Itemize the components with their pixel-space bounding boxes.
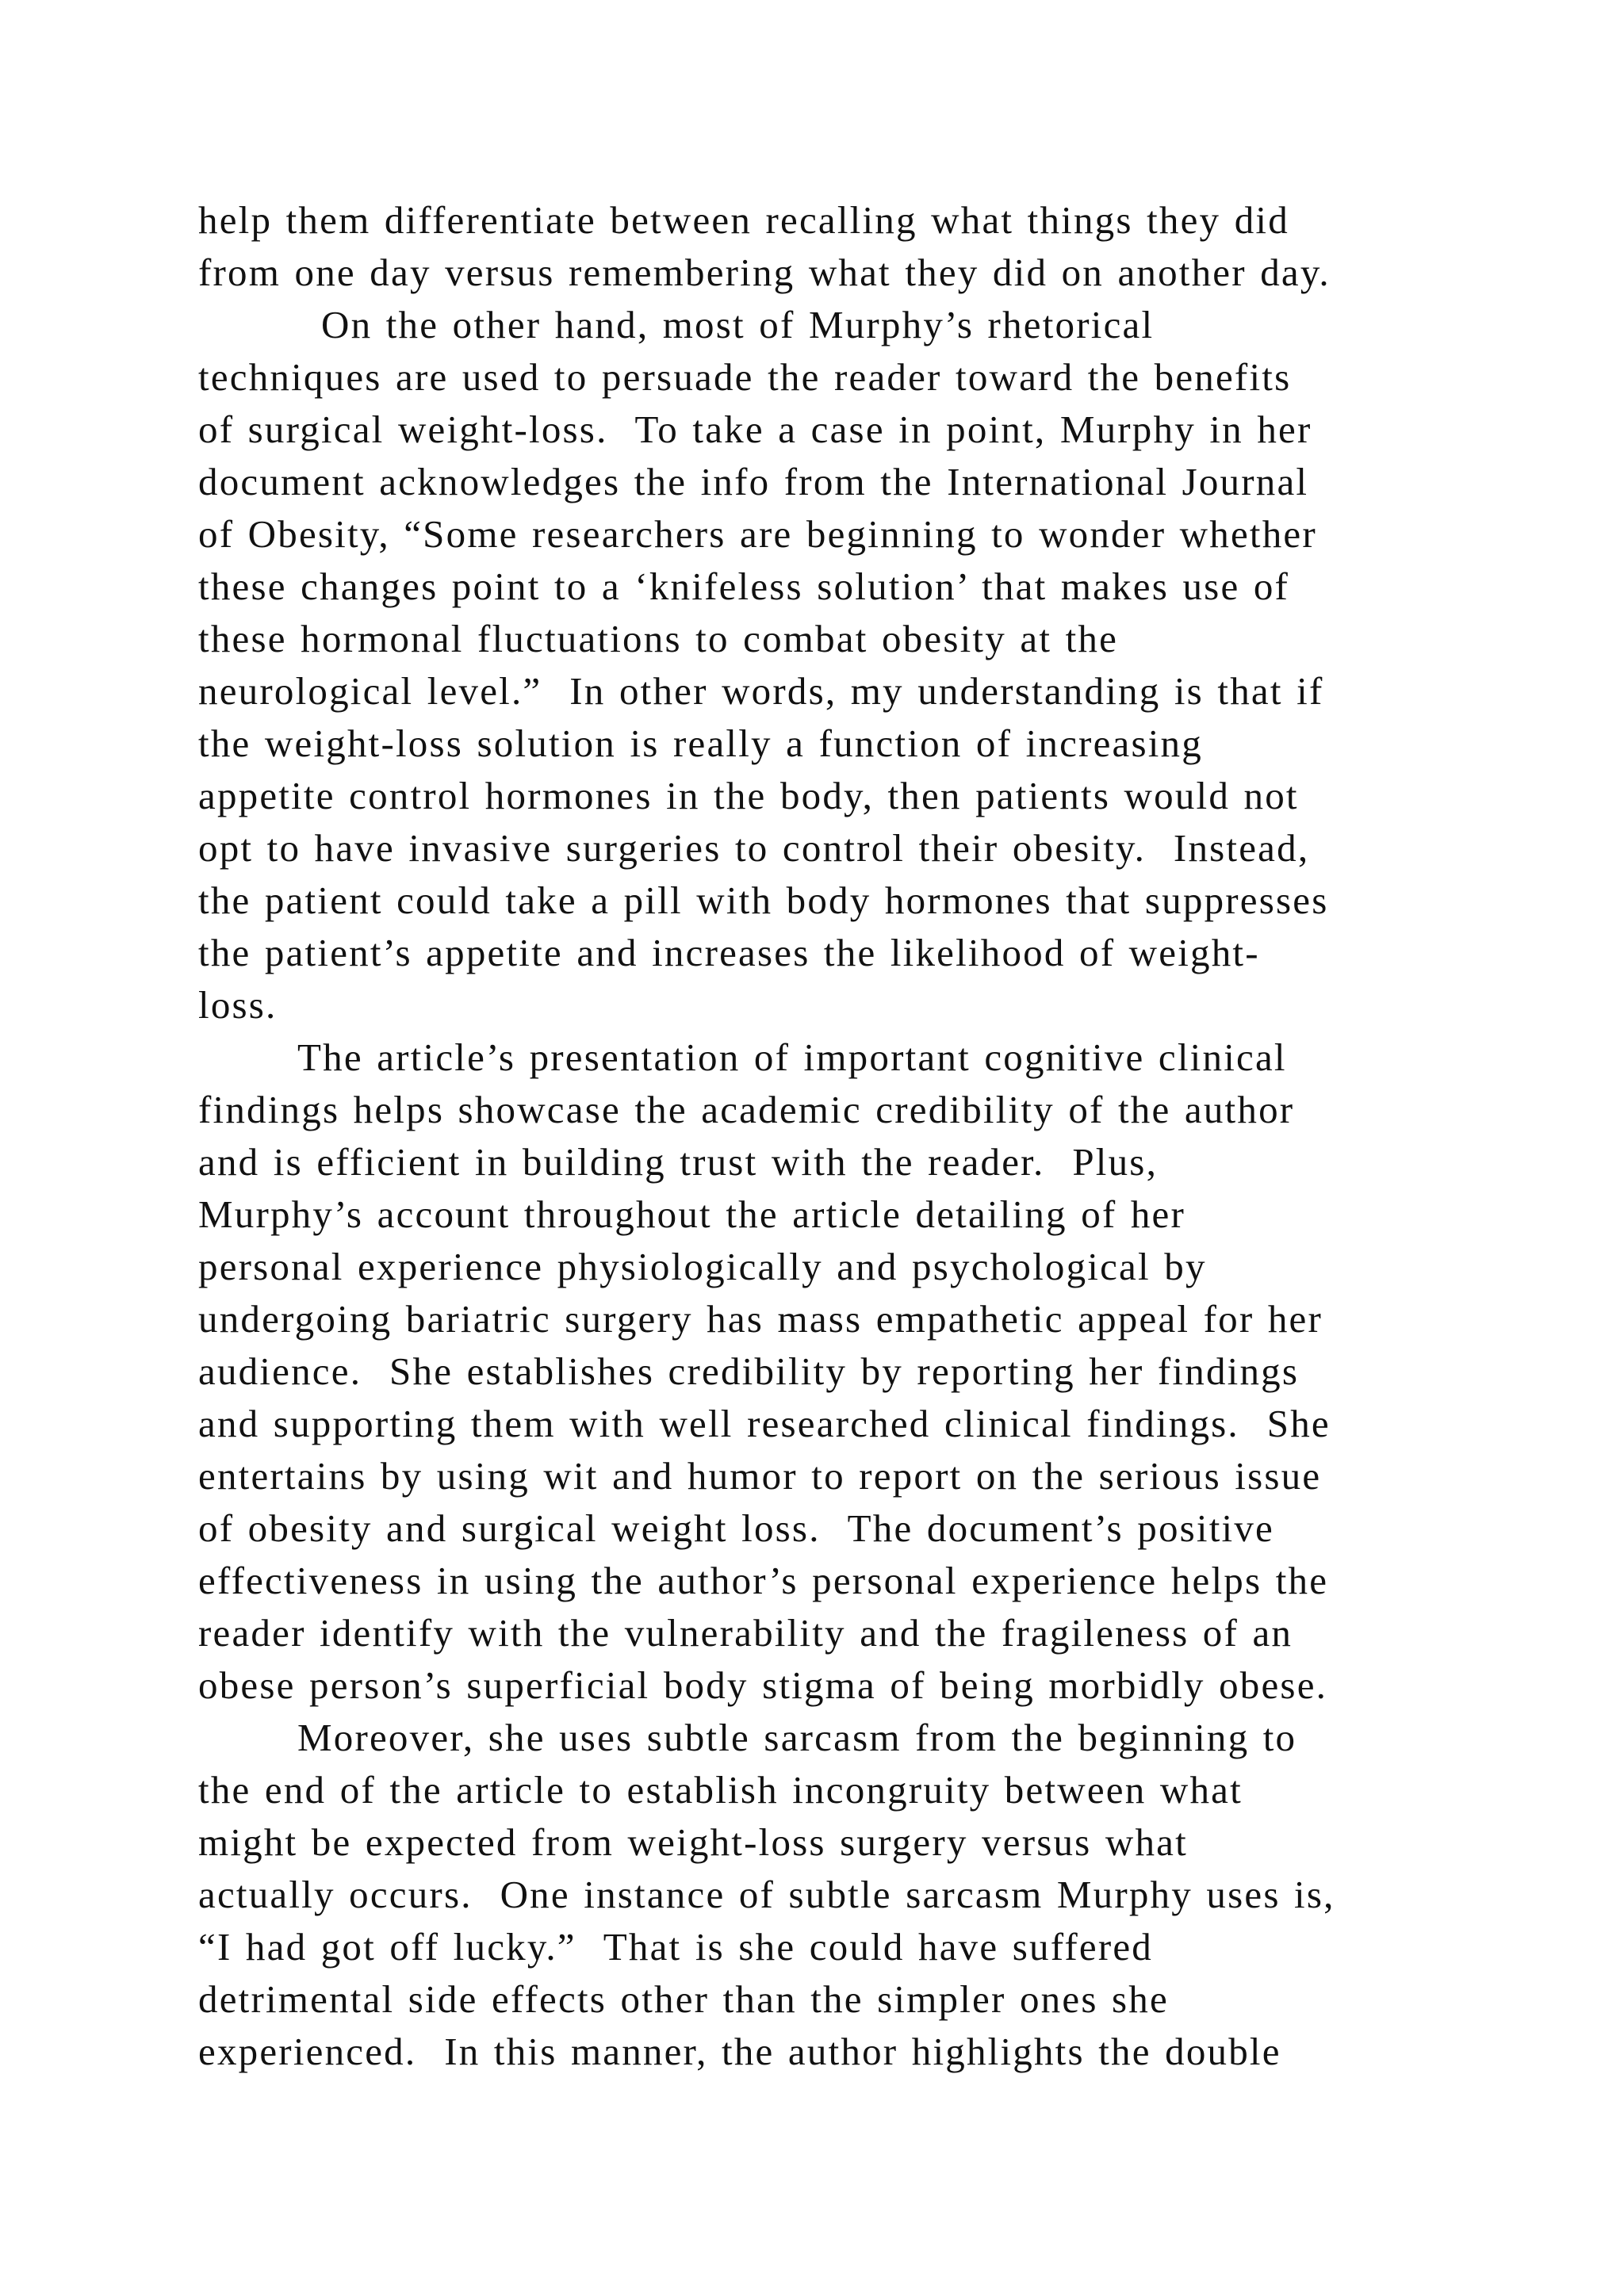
- paragraph-start-line: On the other hand, most of Murphy’s rhetorical: [321, 303, 1155, 346]
- text-line: appetite control hormones in the body, then patients would not: [198, 774, 1299, 817]
- text-line: loss.: [198, 983, 278, 1027]
- text-line: of obesity and surgical weight loss. The document’s positive: [198, 1506, 1275, 1550]
- text-line: of surgical weight-loss. To take a case in point, Murphy in her: [198, 408, 1312, 451]
- text-line: audience. She establishes credibility by reporting her findings: [198, 1349, 1300, 1393]
- text-line: obese person’s superficial body stigma of being morbidly obese.: [198, 1663, 1328, 1707]
- text-line: reader identify with the vulnerability and the fragileness of an: [198, 1611, 1293, 1655]
- text-line: undergoing bariatric surgery has mass empathetic appeal for her: [198, 1297, 1323, 1341]
- text-line: entertains by using wit and humor to report on the serious issue: [198, 1454, 1322, 1498]
- text-line: and supporting them with well researched clinical findings. She: [198, 1402, 1331, 1445]
- text-line: these changes point to a ‘knifeless solution’ that makes use of: [198, 564, 1290, 608]
- text-line: actually occurs. One instance of subtle sarcasm Murphy uses is,: [198, 1873, 1335, 1916]
- paragraph-start-line: Moreover, she uses subtle sarcasm from the beginning to: [297, 1716, 1297, 1759]
- text-line: these hormonal fluctuations to combat obesity at the: [198, 617, 1119, 660]
- text-line: “I had got off lucky.” That is she could have suffered: [198, 1925, 1154, 1969]
- text-line: findings helps showcase the academic credibility of the author: [198, 1088, 1295, 1131]
- text-line: might be expected from weight-loss surgery versus what: [198, 1820, 1188, 1864]
- text-line: experienced. In this manner, the author highlights the double: [198, 2030, 1281, 2073]
- text-line: and is efficient in building trust with the reader. Plus,: [198, 1140, 1159, 1184]
- text-line: the patient could take a pill with body hormones that suppresses: [198, 878, 1329, 922]
- text-line: neurological level.” In other words, my understanding is that if: [198, 669, 1324, 713]
- text-line: Murphy’s account throughout the article detailing of her: [198, 1192, 1186, 1236]
- text-line: the weight-loss solution is really a function of increasing: [198, 721, 1203, 765]
- text-line: detrimental side effects other than the simpler ones she: [198, 1977, 1169, 2021]
- text-line: document acknowledges the info from the International Journal: [198, 460, 1309, 503]
- text-line: effectiveness in using the author’s personal experience helps the: [198, 1559, 1329, 1602]
- text-line: personal experience physiologically and psychological by: [198, 1245, 1207, 1288]
- text-line: the end of the article to establish incongruity between what: [198, 1768, 1243, 1812]
- text-line: opt to have invasive surgeries to control their obesity. Instead,: [198, 826, 1310, 870]
- body-text: [198, 194, 1483, 2078]
- text-line: help them differentiate between recalling what things they did: [198, 198, 1289, 242]
- text-line: the patient’s appetite and increases the likelihood of weight-: [198, 931, 1260, 974]
- paragraph-start-line: The article’s presentation of important cognitive clinical: [297, 1035, 1287, 1079]
- text-line: from one day versus remembering what they did on another day.: [198, 251, 1331, 294]
- text-line: of Obesity, “Some researchers are beginning to wonder whether: [198, 512, 1317, 556]
- text-line: techniques are used to persuade the reader toward the benefits: [198, 355, 1292, 399]
